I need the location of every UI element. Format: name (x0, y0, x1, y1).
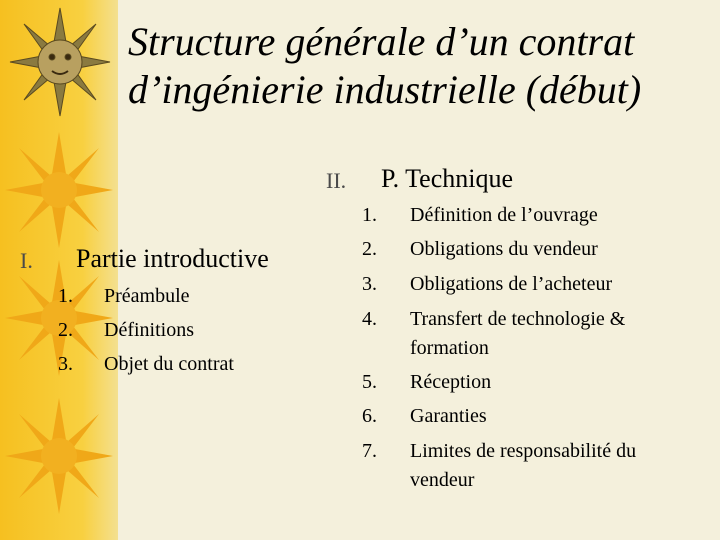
part2-item-label: Obligations du vendeur (410, 238, 598, 260)
part1-item-num: 3. (58, 353, 73, 375)
sun-icon (4, 396, 114, 516)
part1-heading: Partie introductive (76, 244, 269, 273)
part1-item-label: Définitions (104, 319, 194, 341)
part2-item-label: Obligations de l’acheteur (410, 273, 613, 295)
part2-item-label-cont: vendeur (410, 469, 475, 491)
part1-item-num: 1. (58, 285, 73, 307)
part2-item-num: 3. (362, 273, 377, 295)
part2-item-num: 2. (362, 238, 377, 260)
slide-title (128, 18, 708, 114)
part2-item-num: 7. (362, 440, 377, 462)
sun-icon (4, 130, 114, 250)
part2-item-label: Définition de l’ouvrage (410, 204, 598, 226)
title-line-1: Structure générale d’un contrat (128, 19, 635, 64)
part2-item-label-cont: formation (410, 337, 489, 359)
part1-item-label: Préambule (104, 285, 190, 307)
part1-numeral: I. (20, 248, 33, 273)
part2-item-label: Réception (410, 371, 492, 393)
part2-numeral: II. (326, 168, 347, 193)
part2-item-num: 6. (362, 405, 377, 427)
part1-item-label: Objet du contrat (104, 353, 234, 375)
part2-item-num: 5. (362, 371, 377, 393)
part2-item-label: Limites de responsabilité du (410, 440, 637, 462)
part2-item-num: 4. (362, 308, 377, 330)
part2-item-num: 1. (362, 204, 377, 226)
sun-face-icon (8, 6, 112, 118)
part1-item-num: 2. (58, 319, 73, 341)
part2-item-label: Transfert de technologie & (410, 308, 626, 330)
title-line-2: d’ingénierie industrielle (début) (128, 67, 642, 112)
part2-heading: P. Technique (381, 164, 514, 193)
part2-item-label: Garanties (410, 405, 487, 427)
